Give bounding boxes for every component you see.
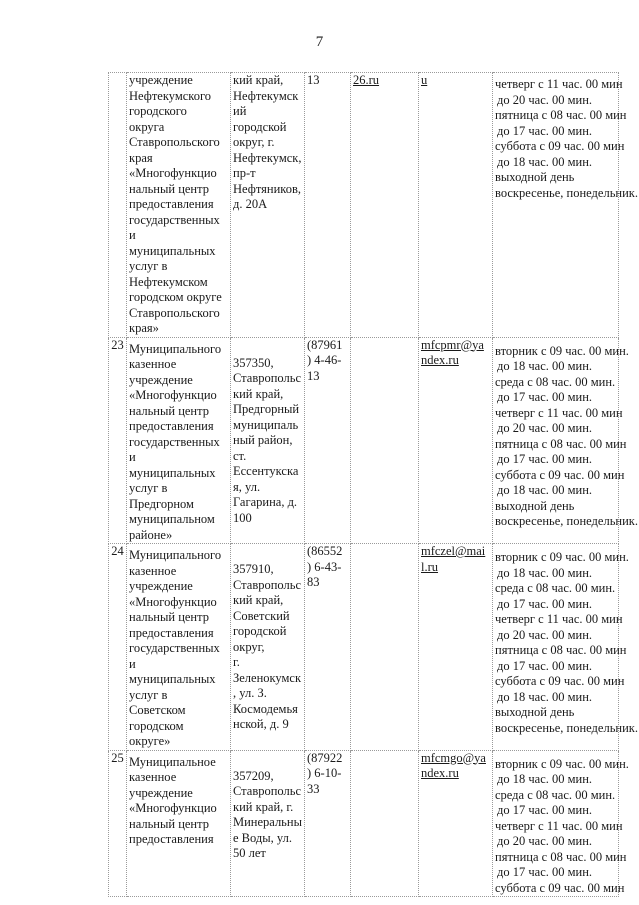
address-line: 100 xyxy=(233,510,252,525)
phone-line: 83 xyxy=(307,575,320,589)
working-hours-line: четверг с 11 час. 00 мин xyxy=(495,612,623,626)
name-line: Нефтекумском xyxy=(129,274,208,289)
address-line: Нефтяников, xyxy=(233,181,301,196)
email-link[interactable]: l.ru xyxy=(421,559,439,574)
address-cell xyxy=(231,337,305,544)
working-hours-list xyxy=(495,343,638,530)
name-line: учреждение xyxy=(129,579,193,593)
address-line: 50 лет xyxy=(233,846,266,860)
phone-line: (87922 xyxy=(307,750,343,765)
address-line: округ, г. xyxy=(233,135,275,149)
working-hours-line: вторник с 09 час. 00 мин. xyxy=(495,550,629,564)
website-cell xyxy=(351,337,419,544)
working-hours-line: до 17 час. 00 мин. xyxy=(497,452,593,466)
working-hours-line: пятница с 08 час. 00 мин xyxy=(495,108,627,122)
institution-name-cell xyxy=(127,544,231,751)
phone-line: ) 4-46- xyxy=(307,353,342,367)
phone-line: ) 6-10- xyxy=(307,766,342,780)
row-number xyxy=(109,73,127,338)
name-line: Муниципального xyxy=(129,548,222,562)
working-hours-line: среда с 08 час. 00 мин. xyxy=(495,787,616,802)
working-hours-line: воскресенье, понедельник. xyxy=(495,185,638,200)
working-hours-line: до 18 час. 00 мин. xyxy=(497,689,593,704)
address-line: Предгорный xyxy=(233,402,300,416)
name-line: учреждение xyxy=(129,785,193,800)
address-line: Советский xyxy=(233,608,290,623)
address-line: городской xyxy=(233,624,287,638)
name-line: районе» xyxy=(129,527,173,542)
working-hours-line: до 20 час. 00 мин. xyxy=(497,92,593,107)
email-link[interactable]: u xyxy=(421,73,428,87)
address-line: г. xyxy=(233,655,240,669)
email-cell xyxy=(419,337,493,544)
working-hours-list xyxy=(495,550,638,736)
working-hours-list xyxy=(495,756,629,897)
website-cell xyxy=(351,544,419,751)
working-hours-line: до 18 час. 00 мин. xyxy=(497,154,593,169)
working-hours-line: суббота с 09 час. 00 мин xyxy=(495,880,625,895)
name-line: Ставропольского xyxy=(129,305,220,320)
table-row xyxy=(109,73,619,338)
name-line: услуг в xyxy=(129,259,168,273)
working-hours-line: среда с 08 час. 00 мин. xyxy=(495,374,616,389)
address-line: ий xyxy=(233,104,247,118)
working-hours-line: до 20 час. 00 мин. xyxy=(497,421,593,435)
name-line: Муниципальное xyxy=(129,754,216,769)
name-line: предоставления xyxy=(129,832,214,846)
name-line: казенное xyxy=(129,563,177,578)
email-cell xyxy=(419,750,493,897)
name-line: услуг в xyxy=(129,687,168,702)
name-line: предоставления xyxy=(129,419,214,433)
working-hours-line: до 17 час. 00 мин. xyxy=(497,123,593,138)
address-cell xyxy=(231,73,305,338)
address-line: ст. xyxy=(233,448,247,463)
name-line: нальный центр xyxy=(129,181,209,196)
working-hours-line: до 17 час. 00 мин. xyxy=(497,596,593,611)
name-line: нальный центр xyxy=(129,816,209,831)
name-line: муниципальных xyxy=(129,243,216,258)
name-line: Муниципального xyxy=(129,341,222,356)
address-line: 357910, xyxy=(233,562,274,576)
working-hours-cell xyxy=(493,544,638,751)
phone-line: 33 xyxy=(307,781,320,796)
address-line: 357209, xyxy=(233,768,274,783)
address-line: Гагарина, д. xyxy=(233,495,298,509)
working-hours-line: суббота с 09 час. 00 мин xyxy=(495,674,625,688)
name-line: нальный центр xyxy=(129,403,209,418)
working-hours-line: выходной день xyxy=(495,170,575,184)
table-row xyxy=(109,544,619,751)
name-line: государственных xyxy=(129,212,220,227)
name-line: и xyxy=(129,450,136,464)
name-line: «Многофункцио xyxy=(129,801,217,815)
name-line: городском округе xyxy=(129,290,222,304)
name-line: учреждение xyxy=(129,73,193,87)
address-line: Зеленокумск xyxy=(233,670,302,685)
name-line: муниципальных xyxy=(129,672,216,686)
address-line: Ставропольс xyxy=(233,371,301,385)
working-hours-line: четверг с 11 час. 00 мин xyxy=(495,77,623,91)
name-line: муниципальном xyxy=(129,512,215,526)
website-cell xyxy=(351,750,419,897)
address-cell xyxy=(231,750,305,897)
name-line: городского xyxy=(129,104,187,118)
name-line: Нефтекумского xyxy=(129,88,212,103)
name-line: округа xyxy=(129,119,165,134)
working-hours-line: пятница с 08 час. 00 мин xyxy=(495,643,627,657)
email-link[interactable]: ndex.ru xyxy=(421,766,459,780)
address-line: нской, д. 9 xyxy=(233,717,289,731)
address-line: 357350, xyxy=(233,355,274,370)
address-line: Нефтекумск xyxy=(233,88,299,103)
email-cell xyxy=(419,544,493,751)
email-cell xyxy=(419,73,493,338)
address-line: кий край, xyxy=(233,593,284,607)
institution-name-cell xyxy=(127,337,231,544)
phone-cell xyxy=(305,73,351,338)
website-link[interactable]: 26.ru xyxy=(353,73,380,87)
working-hours-cell xyxy=(493,750,629,897)
row-number: 25 xyxy=(109,750,127,897)
name-line: учреждение xyxy=(129,372,193,387)
working-hours-line: четверг с 11 час. 00 мин xyxy=(495,405,623,420)
name-line: казенное xyxy=(129,357,177,371)
working-hours-line: вторник с 09 час. 00 мин. xyxy=(495,343,629,358)
phone-line: ) 6-43- xyxy=(307,559,342,574)
working-hours-line: воскресенье, понедельник. xyxy=(495,720,638,735)
phone-cell xyxy=(305,337,351,544)
working-hours-line: пятница с 08 час. 00 мин xyxy=(495,849,627,864)
address-line: пр-т xyxy=(233,166,256,180)
phone-line: (86552 xyxy=(307,544,343,558)
institution-name-cell xyxy=(127,73,231,338)
working-hours-line: до 18 час. 00 мин. xyxy=(497,772,593,786)
name-line: нальный центр xyxy=(129,610,209,624)
working-hours-line: среда с 08 час. 00 мин. xyxy=(495,581,616,595)
working-hours-line: суббота с 09 час. 00 мин xyxy=(495,467,625,482)
name-line: Советском xyxy=(129,703,186,717)
name-line: «Многофункцио xyxy=(129,388,217,402)
table-row xyxy=(109,750,619,897)
working-hours-cell xyxy=(493,337,638,544)
address-line: округ, xyxy=(233,639,265,654)
name-line: предоставления xyxy=(129,625,214,640)
mfc-table xyxy=(108,72,638,897)
phone-line: 13 xyxy=(307,368,320,383)
address-line: городской xyxy=(233,119,287,134)
name-line: предоставления xyxy=(129,197,214,211)
name-line: казенное xyxy=(129,770,177,784)
phone-cell xyxy=(305,750,351,897)
working-hours-line: до 18 час. 00 мин. xyxy=(497,565,593,580)
address-line: е Воды, ул. xyxy=(233,830,292,845)
email-link[interactable]: mfczel@mai xyxy=(421,544,486,558)
name-line: услуг в xyxy=(129,481,168,495)
working-hours-line: суббота с 09 час. 00 мин xyxy=(495,139,625,153)
phone-cell xyxy=(305,544,351,751)
address-line: , ул. З. xyxy=(233,686,267,700)
row-number: 23 xyxy=(109,337,127,544)
table-row xyxy=(109,337,619,544)
website-cell xyxy=(351,73,419,338)
row-number: 24 xyxy=(109,544,127,751)
name-line: округе» xyxy=(129,734,171,748)
address-line: Ессентукска xyxy=(233,464,299,478)
email-link[interactable]: mfcpmr@ya xyxy=(421,337,484,352)
working-hours-line: до 17 час. 00 мин. xyxy=(497,390,593,404)
phone-line: 13 xyxy=(307,73,320,87)
working-hours-list xyxy=(495,77,638,201)
name-line: «Многофункцио xyxy=(129,594,217,609)
working-hours-line: воскресенье, понедельник. xyxy=(495,514,638,528)
name-line: городском xyxy=(129,718,184,733)
address-line: кий край, xyxy=(233,386,284,401)
name-line: края» xyxy=(129,321,159,335)
working-hours-line: до 17 час. 00 мин. xyxy=(497,865,593,879)
name-line: края xyxy=(129,150,153,165)
page-number: 7 xyxy=(315,34,324,50)
working-hours-line: до 17 час. 00 мин. xyxy=(497,658,593,673)
name-line: государственных xyxy=(129,641,220,655)
address-line: д. 20А xyxy=(233,197,268,211)
name-line: муниципальных xyxy=(129,465,216,480)
working-hours-line: выходной день xyxy=(495,705,575,719)
address-line: Ставропольс xyxy=(233,784,301,798)
address-line: Ставропольс xyxy=(233,577,301,592)
institution-name-cell xyxy=(127,750,231,897)
address-line: Космодемья xyxy=(233,701,298,716)
name-line: Ставропольского xyxy=(129,135,220,149)
address-line: кий край, xyxy=(233,73,284,87)
address-line: кий край, г. xyxy=(233,799,294,814)
working-hours-line: до 18 час. 00 мин. xyxy=(497,359,593,373)
name-line: «Многофункцио xyxy=(129,166,217,180)
working-hours-line: выходной день xyxy=(495,498,575,513)
working-hours-line: пятница с 08 час. 00 мин xyxy=(495,436,627,451)
name-line: и xyxy=(129,656,136,671)
working-hours-cell xyxy=(493,73,638,338)
address-line: Минеральны xyxy=(233,815,302,829)
address-cell xyxy=(231,544,305,751)
working-hours-line: до 17 час. 00 мин. xyxy=(497,803,593,817)
name-line: Предгорном xyxy=(129,496,194,511)
working-hours-line: до 18 час. 00 мин. xyxy=(497,483,593,497)
phone-line: (87961 xyxy=(307,337,343,352)
name-line: государственных xyxy=(129,434,220,449)
address-line: муниципаль xyxy=(233,417,299,432)
email-link[interactable]: mfcmgo@ya xyxy=(421,750,486,765)
name-line: и xyxy=(129,228,136,242)
working-hours-line: четверг с 11 час. 00 мин xyxy=(495,818,623,833)
working-hours-line: до 20 час. 00 мин. xyxy=(497,627,593,642)
address-line: ный район, xyxy=(233,433,293,447)
working-hours-line: вторник с 09 час. 00 мин. xyxy=(495,756,629,771)
email-link[interactable]: ndex.ru xyxy=(421,353,459,367)
address-line: я, ул. xyxy=(233,479,261,494)
address-line: Нефтекумск, xyxy=(233,150,302,165)
working-hours-line: до 20 час. 00 мин. xyxy=(497,834,593,848)
